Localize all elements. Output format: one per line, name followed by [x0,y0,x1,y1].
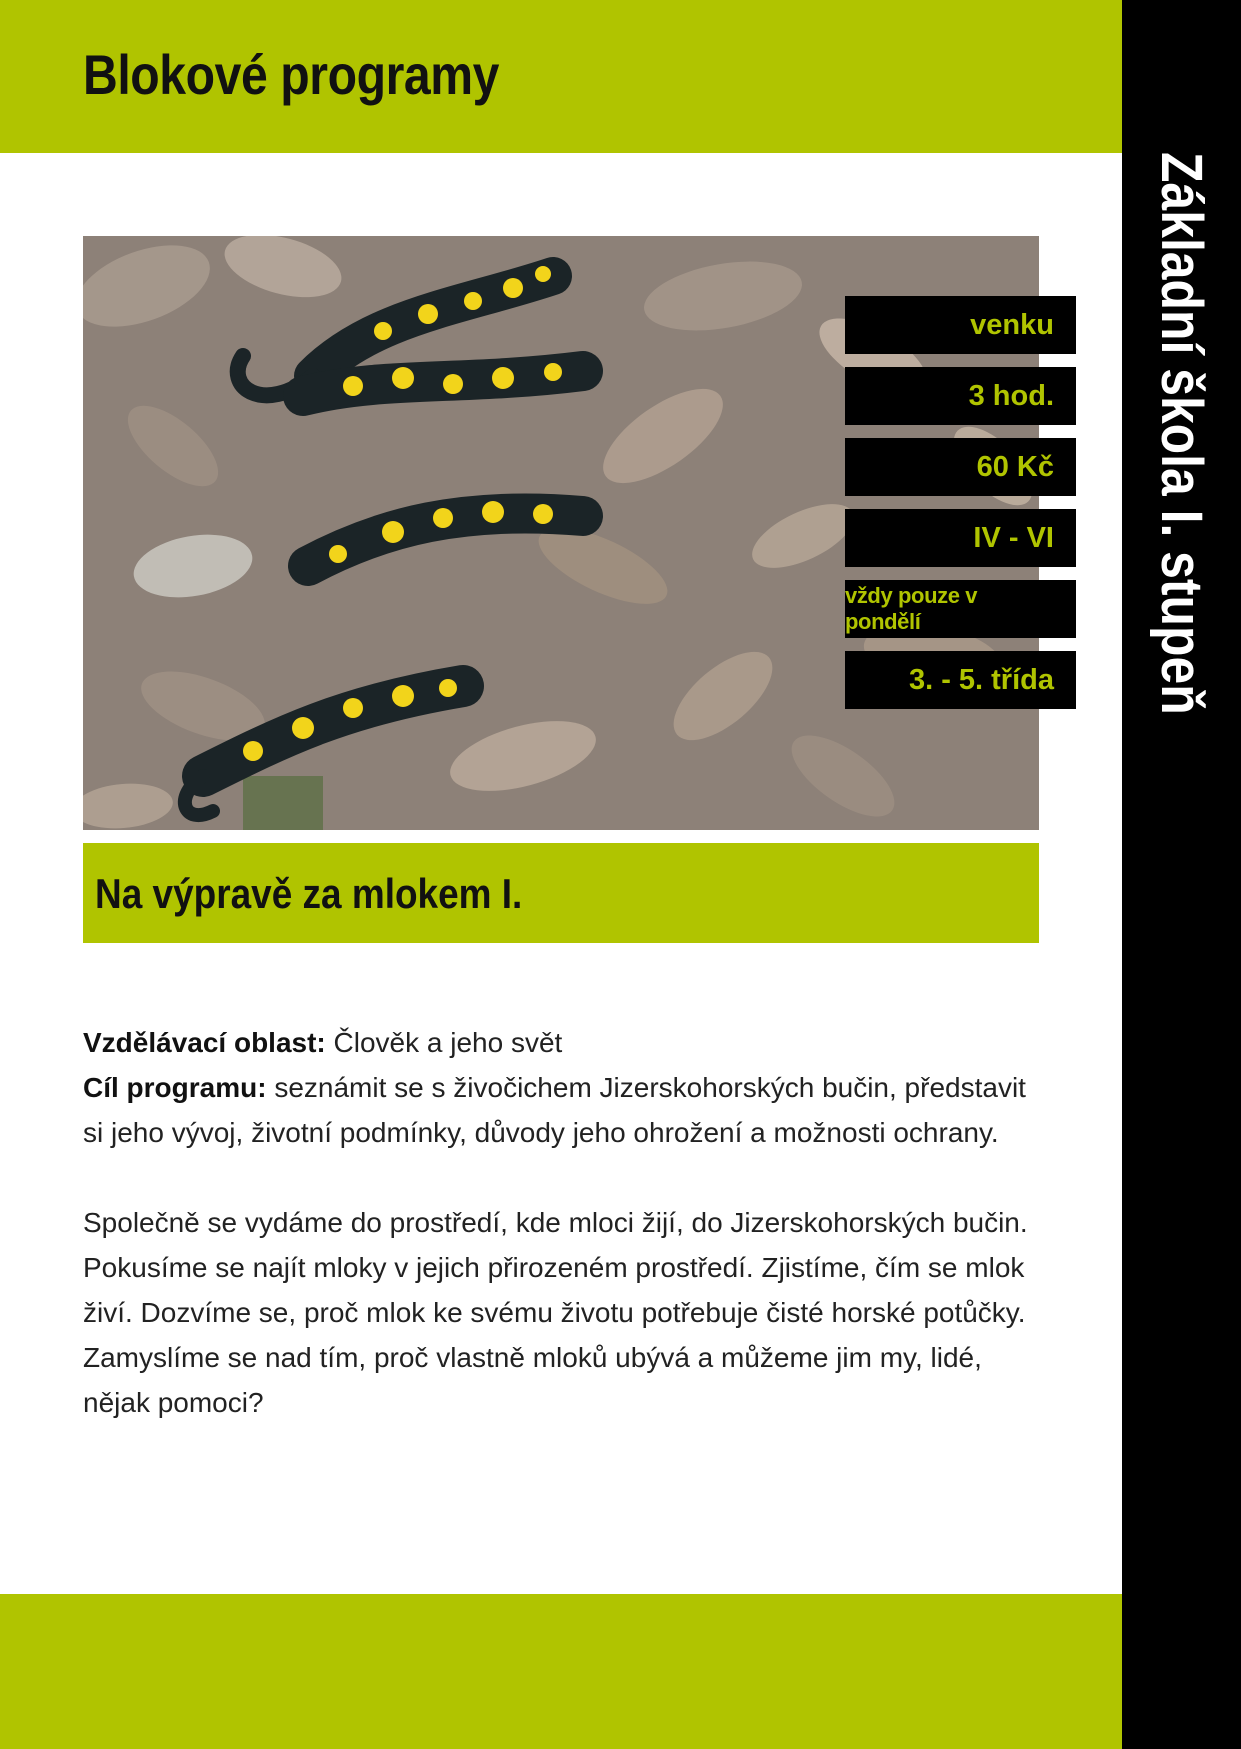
side-title: Základní škola I. stupeň [1149,152,1214,715]
goal-value: seznámit se s živočichem Jizerskohorských bučin, představit si jeho vývoj, životní podmínky, důvody jeho ohrožení a možnosti ochrany. [83,1072,1026,1148]
program-title: Na výpravě za mlokem I. [95,870,523,917]
program-title-band [83,843,1039,943]
footer-band [0,1594,1122,1749]
program-tags [845,296,1076,722]
area-value: Člověk a jeho svět [333,1027,563,1058]
area-line [83,1020,1043,1065]
tag-day: vždy pouze v pondělí [845,580,1076,638]
tag-duration: 3 hod. [845,367,1076,425]
goal-line [83,1065,1043,1155]
area-label: Vzdělávací oblast: [83,1027,326,1058]
program-description: Společně se vydáme do prostředí, kde mloci žijí, do Jizerskohorských bučin. Pokusíme se najít mloky v jejich přirozeném prostředí. Zjistíme, čím se mlok živí. Dozvíme se, proč mlok ke svému životu potřebuje čisté horské potůčky. Zamyslíme se nad tím, proč vlastně mloků ubývá a můžeme jim my, lidé, nějak pomoci? [83,1207,1028,1418]
header-band [0,0,1122,153]
goal-label: Cíl programu: [83,1072,267,1103]
tag-price: 60 Kč [845,438,1076,496]
tag-months: IV - VI [845,509,1076,567]
tag-grades: 3. - 5. třída [845,651,1076,709]
page-title: Blokové programy [83,43,499,106]
tag-location: venku [845,296,1076,354]
program-content [83,1020,1043,1425]
